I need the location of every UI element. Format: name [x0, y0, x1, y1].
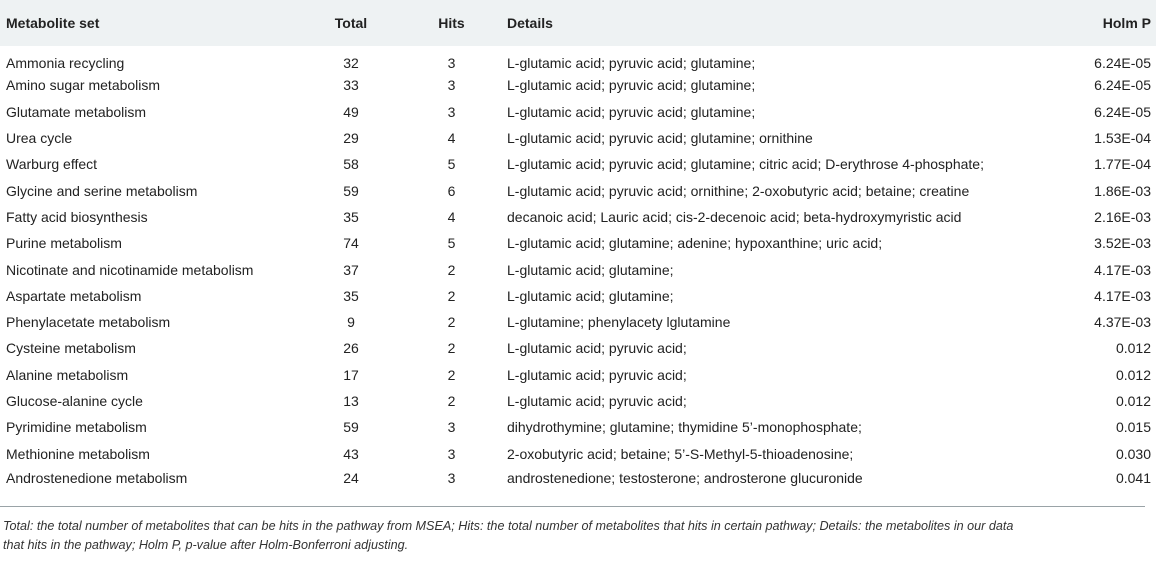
cell-hits: 2: [447, 314, 456, 331]
cell-hits: 2: [447, 366, 456, 383]
table-body: [0, 46, 1156, 493]
cell-metabolite-set: Ammonia recycling: [6, 55, 125, 72]
header-hits: Hits: [438, 15, 465, 31]
cell-holm-p: 4.37E-03: [1094, 314, 1151, 331]
header-details: Details: [507, 15, 553, 31]
cell-hits: 4: [447, 130, 456, 147]
cell-total: 49: [343, 103, 359, 120]
cell-hits: 3: [447, 469, 456, 486]
cell-metabolite-set: Urea cycle: [6, 130, 73, 147]
cell-total: 33: [343, 77, 359, 94]
cell-details: L-glutamic acid; pyruvic acid; ornithine; 2-oxobutyric acid; betaine; creatine: [507, 182, 970, 199]
cell-total: 59: [343, 182, 359, 199]
cell-metabolite-set: Phenylacetate metabolism: [6, 314, 171, 331]
cell-holm-p: 0.030: [1115, 445, 1151, 462]
header-total: Total: [334, 15, 368, 31]
cell-details: L-glutamic acid; pyruvic acid; glutamine;: [507, 55, 756, 72]
cell-details: androstenedione; testosterone; androsterone glucuronide: [507, 469, 863, 486]
table-row: [0, 125, 1156, 151]
cell-holm-p: 0.012: [1115, 340, 1151, 357]
table-row: [0, 72, 1156, 98]
cell-holm-p: 0.015: [1115, 419, 1151, 436]
cell-details: L-glutamine; phenylacety lglutamine: [507, 314, 731, 331]
table-row: [0, 362, 1156, 388]
cell-details: L-glutamic acid; pyruvic acid;: [507, 366, 687, 383]
cell-hits: 3: [447, 77, 456, 94]
cell-hits: 3: [447, 55, 456, 72]
cell-hits: 2: [447, 340, 456, 357]
cell-total: 13: [343, 393, 359, 409]
cell-metabolite-set: Glucose-alanine cycle: [6, 393, 143, 409]
cell-metabolite-set: Alanine metabolism: [6, 366, 129, 383]
table-row: [0, 440, 1156, 466]
cell-details: L-glutamic acid; pyruvic acid; glutamine;: [507, 103, 756, 120]
table-row: [0, 467, 1156, 493]
cell-holm-p: 0.012: [1115, 366, 1151, 383]
footnote-line-1: Total: the total number of metabolites that can be hits in the pathway from MSEA; Hits: the total number of metabolites that hits in certain pathway; Details: the metabolites in our data: [3, 519, 1014, 533]
cell-hits: 2: [447, 287, 456, 304]
cell-holm-p: 4.17E-03: [1094, 261, 1151, 278]
cell-total: 26: [343, 340, 359, 357]
cell-metabolite-set: Pyrimidine metabolism: [6, 419, 147, 436]
cell-hits: 2: [447, 393, 456, 409]
cell-total: 74: [343, 235, 359, 252]
cell-holm-p: 6.24E-05: [1094, 55, 1151, 72]
table-row: [0, 204, 1156, 230]
cell-metabolite-set: Fatty acid biosynthesis: [6, 208, 148, 225]
table-bottom-rule: [0, 506, 1145, 507]
table-footnote: [3, 517, 1133, 555]
cell-hits: 2: [447, 261, 456, 278]
table-row: [0, 46, 1156, 72]
cell-holm-p: 4.17E-03: [1094, 287, 1151, 304]
cell-holm-p: 6.24E-05: [1094, 103, 1151, 120]
cell-hits: 6: [447, 182, 456, 199]
table-header: [0, 0, 1156, 46]
cell-holm-p: 1.53E-04: [1094, 130, 1151, 147]
cell-holm-p: 2.16E-03: [1094, 208, 1151, 225]
table-row: [0, 256, 1156, 282]
cell-hits: 3: [447, 103, 456, 120]
table-row: [0, 230, 1156, 256]
cell-total: 29: [343, 130, 359, 147]
cell-details: 2-oxobutyric acid; betaine; 5’-S-Methyl-5-thioadenosine;: [507, 445, 854, 462]
cell-metabolite-set: Amino sugar metabolism: [6, 77, 161, 94]
table-row: [0, 177, 1156, 203]
table-row: [0, 335, 1156, 361]
table-row: [0, 309, 1156, 335]
cell-holm-p: 3.52E-03: [1094, 235, 1151, 252]
cell-metabolite-set: Glutamate metabolism: [6, 103, 147, 120]
cell-details: L-glutamic acid; glutamine; adenine; hypoxanthine; uric acid;: [507, 235, 883, 252]
cell-hits: 5: [447, 156, 456, 173]
cell-holm-p: 0.012: [1115, 393, 1151, 409]
header-holm-p: Holm P: [1102, 15, 1151, 31]
cell-total: 59: [343, 419, 359, 436]
table-row: [0, 151, 1156, 177]
cell-metabolite-set: Nicotinate and nicotinamide metabolism: [6, 261, 254, 278]
cell-metabolite-set: Cysteine metabolism: [6, 340, 136, 357]
cell-holm-p: 6.24E-05: [1094, 77, 1151, 94]
cell-total: 35: [343, 287, 359, 304]
table-row: [0, 283, 1156, 309]
cell-hits: 3: [447, 419, 456, 436]
cell-total: 43: [343, 445, 359, 462]
cell-hits: 5: [447, 235, 456, 252]
cell-hits: 3: [447, 445, 456, 462]
cell-metabolite-set: Aspartate metabolism: [6, 287, 142, 304]
cell-metabolite-set: Methionine metabolism: [6, 445, 150, 462]
cell-total: 24: [343, 469, 359, 486]
cell-details: L-glutamic acid; pyruvic acid;: [507, 393, 687, 409]
cell-metabolite-set: Androstenedione metabolism: [6, 469, 188, 486]
cell-details: L-glutamic acid; glutamine;: [507, 261, 674, 278]
table-row: [0, 414, 1156, 440]
cell-details: L-glutamic acid; pyruvic acid;: [507, 340, 687, 357]
cell-details: L-glutamic acid; pyruvic acid; glutamine; citric acid; D-erythrose 4-phosphate;: [507, 156, 984, 173]
cell-total: 37: [343, 261, 359, 278]
cell-details: decanoic acid; Lauric acid; cis-2-decenoic acid; beta-hydroxymyristic acid: [507, 208, 962, 225]
cell-metabolite-set: Warburg effect: [6, 156, 98, 173]
cell-holm-p: 0.041: [1115, 469, 1151, 486]
cell-metabolite-set: Glycine and serine metabolism: [6, 182, 198, 199]
cell-holm-p: 1.77E-04: [1094, 156, 1151, 173]
footnote-line-2: that hits in the pathway; Holm P, p-value after Holm-Bonferroni adjusting.: [3, 538, 409, 552]
table-row: [0, 99, 1156, 125]
cell-total: 17: [343, 366, 359, 383]
cell-total: 9: [347, 314, 355, 331]
cell-details: L-glutamic acid; pyruvic acid; glutamine;: [507, 77, 756, 94]
cell-total: 32: [343, 55, 359, 72]
header-metabolite-set: Metabolite set: [6, 15, 100, 31]
cell-holm-p: 1.86E-03: [1094, 182, 1151, 199]
cell-details: dihydrothymine; glutamine; thymidine 5’-monophosphate;: [507, 419, 862, 436]
header-row: [0, 0, 1156, 46]
cell-metabolite-set: Purine metabolism: [6, 235, 122, 252]
cell-total: 58: [343, 156, 359, 173]
cell-details: L-glutamic acid; pyruvic acid; glutamine; ornithine: [507, 130, 813, 147]
cell-hits: 4: [447, 208, 456, 225]
table-row: [0, 388, 1156, 414]
cell-total: 35: [343, 208, 359, 225]
cell-details: L-glutamic acid; glutamine;: [507, 287, 674, 304]
